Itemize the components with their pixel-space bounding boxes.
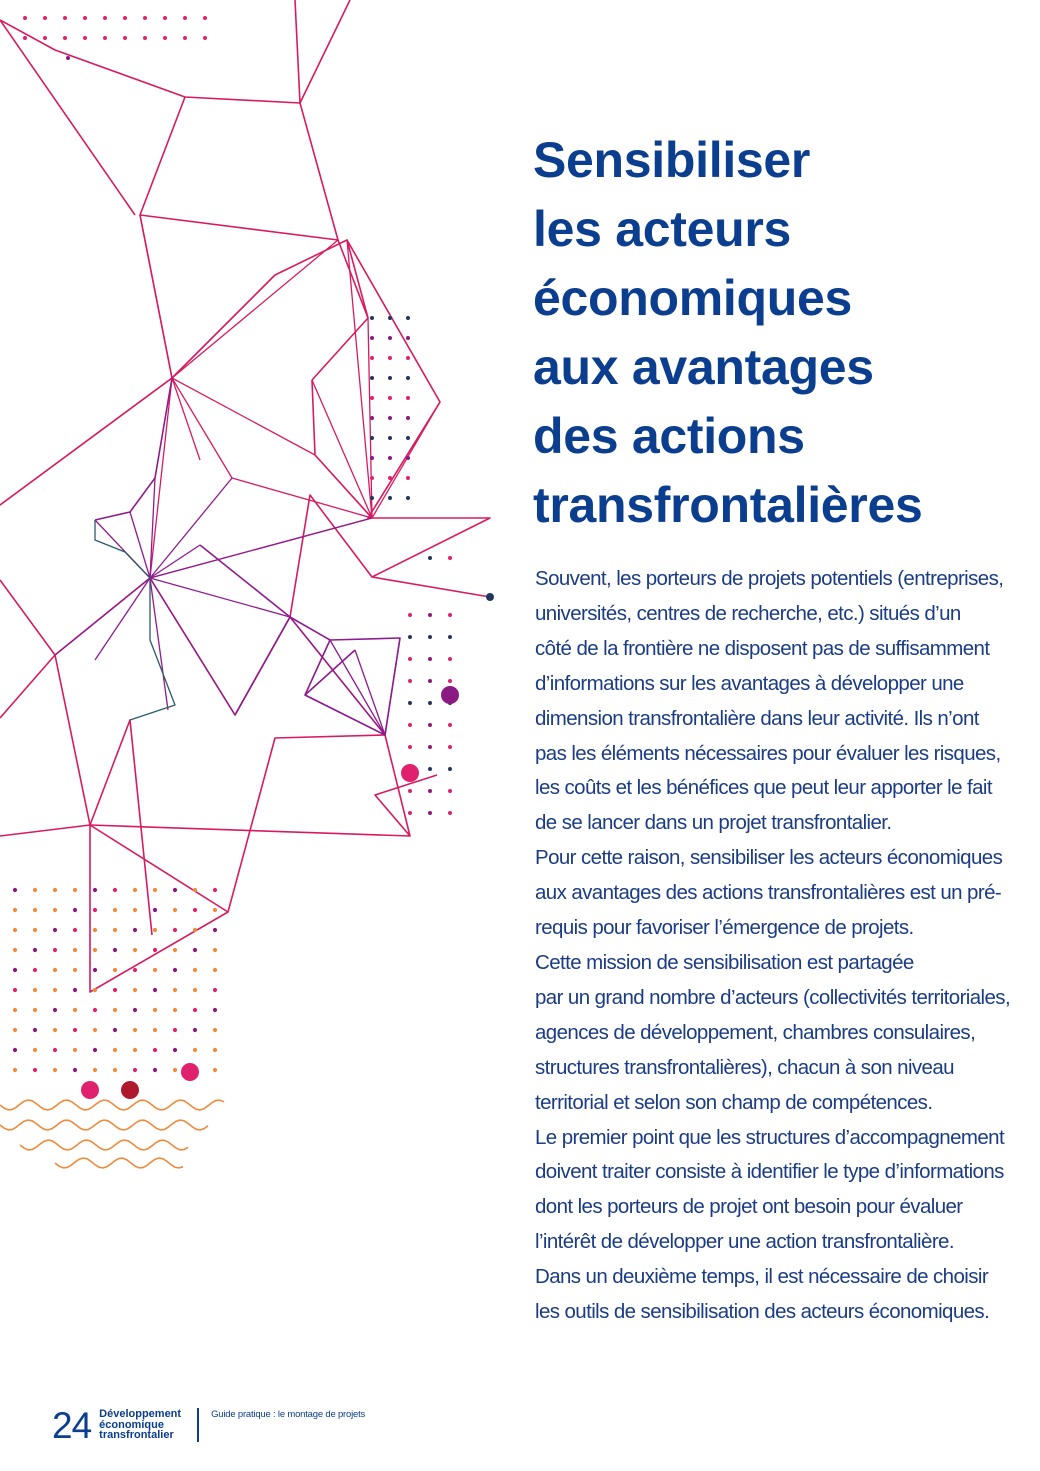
dot xyxy=(408,701,412,705)
dot xyxy=(181,1063,199,1081)
dot-patterns xyxy=(13,16,494,1099)
dot xyxy=(153,888,157,892)
network-line xyxy=(172,275,275,378)
body-line: aux avantages des actions transfrontalières est un pré- xyxy=(535,881,1002,905)
dot xyxy=(370,336,374,340)
dot xyxy=(388,476,392,480)
body-line: l’intérêt de développer une action transfrontalière. xyxy=(535,1230,954,1254)
dot xyxy=(406,476,410,480)
network-line xyxy=(90,825,228,912)
network-line xyxy=(150,378,172,578)
dot xyxy=(33,968,37,972)
dot xyxy=(388,416,392,420)
network-line xyxy=(150,545,200,578)
dot xyxy=(193,1008,197,1012)
dot xyxy=(213,908,217,912)
dot xyxy=(13,968,17,972)
dot xyxy=(113,1048,117,1052)
dot xyxy=(388,436,392,440)
body-line: territorial et selon son champ de compétences. xyxy=(535,1090,933,1114)
dot xyxy=(13,908,17,912)
dot xyxy=(143,36,147,40)
dot xyxy=(448,811,452,815)
dot xyxy=(33,1068,37,1072)
dot xyxy=(133,1068,137,1072)
dot xyxy=(33,1028,37,1032)
dot xyxy=(93,1028,97,1032)
dot xyxy=(406,436,410,440)
dot xyxy=(133,888,137,892)
dot xyxy=(370,396,374,400)
dot xyxy=(73,1008,77,1012)
dot xyxy=(93,908,97,912)
dot xyxy=(448,767,452,771)
body-text xyxy=(535,562,1015,1330)
dot xyxy=(81,1081,99,1099)
network-line xyxy=(0,20,135,215)
dot xyxy=(93,948,97,952)
dot xyxy=(53,928,57,932)
dot xyxy=(408,613,412,617)
dot xyxy=(73,908,77,912)
dot xyxy=(428,701,432,705)
dot xyxy=(193,968,197,972)
publication-title-line: économique xyxy=(99,1418,164,1431)
title-line: Sensibiliser xyxy=(533,132,811,188)
dot xyxy=(83,36,87,40)
dot xyxy=(193,908,197,912)
publication-title-line: transfrontalier xyxy=(99,1429,174,1442)
dot xyxy=(428,613,432,617)
dot xyxy=(23,36,27,40)
body-line: Dans un deuxième temps, il est nécessaire de choisir xyxy=(535,1265,989,1289)
dot xyxy=(173,928,177,932)
dot xyxy=(133,908,137,912)
dot xyxy=(183,36,187,40)
page-footer xyxy=(52,1400,365,1450)
dot xyxy=(213,1008,217,1012)
dot xyxy=(193,1048,197,1052)
dot xyxy=(113,988,117,992)
dot xyxy=(193,948,197,952)
title-line: les acteurs xyxy=(533,201,791,257)
network-line xyxy=(150,518,372,578)
dot xyxy=(53,908,57,912)
dot xyxy=(408,811,412,815)
dot xyxy=(153,968,157,972)
dot xyxy=(370,436,374,440)
dot xyxy=(53,1068,57,1072)
dot xyxy=(388,336,392,340)
dot xyxy=(123,16,127,20)
dot xyxy=(123,36,127,40)
dot xyxy=(53,1048,57,1052)
dot xyxy=(370,316,374,320)
dot xyxy=(448,789,452,793)
dot xyxy=(193,928,197,932)
dot xyxy=(133,1048,137,1052)
dot xyxy=(401,764,419,782)
dot xyxy=(448,657,452,661)
dot xyxy=(133,928,137,932)
dot xyxy=(113,908,117,912)
dot xyxy=(428,811,432,815)
wave-lines xyxy=(0,1100,224,1168)
dot xyxy=(113,968,117,972)
dot xyxy=(63,16,67,20)
title-line: économiques xyxy=(533,270,852,326)
dot xyxy=(73,968,77,972)
dot xyxy=(370,356,374,360)
dot xyxy=(388,456,392,460)
network-line xyxy=(95,378,172,520)
dot xyxy=(428,767,432,771)
dot xyxy=(13,1028,17,1032)
dot xyxy=(33,1048,37,1052)
dot xyxy=(406,336,410,340)
dot xyxy=(408,745,412,749)
dot xyxy=(428,745,432,749)
dot xyxy=(213,1048,217,1052)
dot xyxy=(448,635,452,639)
guide-label: Guide pratique : le montage de projets xyxy=(211,1409,366,1420)
dot xyxy=(133,1008,137,1012)
dot xyxy=(428,679,432,683)
network-line xyxy=(90,735,385,992)
dot xyxy=(66,56,70,60)
dot xyxy=(370,456,374,460)
wave-line xyxy=(55,1158,183,1168)
body-line: universités, centres de recherche, etc.) situés d’un xyxy=(535,601,961,625)
dot xyxy=(448,723,452,727)
dot xyxy=(93,988,97,992)
network-line xyxy=(0,580,55,718)
dot xyxy=(33,928,37,932)
dot xyxy=(408,723,412,727)
dot xyxy=(173,968,177,972)
dot xyxy=(406,456,410,460)
dot xyxy=(143,16,147,20)
dot xyxy=(406,496,410,500)
body-line: Pour cette raison, sensibiliser les acteurs économiques xyxy=(535,846,1003,870)
dot xyxy=(113,1028,117,1032)
network-line xyxy=(150,478,232,578)
dot xyxy=(103,36,107,40)
dot xyxy=(370,496,374,500)
dot xyxy=(13,928,17,932)
dot xyxy=(133,948,137,952)
dot xyxy=(73,1048,77,1052)
network-line xyxy=(172,378,315,455)
dot xyxy=(93,968,97,972)
dot xyxy=(183,16,187,20)
network-line xyxy=(55,578,150,655)
body-line: dimension transfrontalière dans leur activité. Ils n’ont xyxy=(535,706,979,730)
dot xyxy=(23,16,27,20)
body-line: agences de développement, chambres consulaires, xyxy=(535,1020,976,1044)
geometric-network-illustration xyxy=(0,0,520,1180)
dot xyxy=(428,789,432,793)
network-line xyxy=(150,478,155,578)
dot xyxy=(133,1028,137,1032)
dot xyxy=(448,556,452,560)
network-line xyxy=(200,545,290,715)
dot xyxy=(428,635,432,639)
dot xyxy=(43,16,47,20)
dot xyxy=(13,888,17,892)
dot xyxy=(73,1028,77,1032)
dot xyxy=(53,968,57,972)
dot xyxy=(153,908,157,912)
dot xyxy=(153,928,157,932)
dot xyxy=(406,396,410,400)
dot xyxy=(486,593,494,601)
network-line xyxy=(140,215,172,378)
dot xyxy=(173,1048,177,1052)
body-line: Cette mission de sensibilisation est partagée xyxy=(535,950,914,974)
dot xyxy=(388,356,392,360)
dot xyxy=(173,948,177,952)
body-line: pas les éléments nécessaires pour évaluer les risques, xyxy=(535,741,1001,765)
dot xyxy=(133,988,137,992)
dot xyxy=(173,1068,177,1072)
dot xyxy=(173,908,177,912)
dot xyxy=(408,789,412,793)
dot xyxy=(93,1008,97,1012)
dot xyxy=(388,496,392,500)
network-line xyxy=(0,378,172,505)
dot xyxy=(93,888,97,892)
dot xyxy=(93,1068,97,1072)
dot xyxy=(153,948,157,952)
dot xyxy=(33,1008,37,1012)
dot xyxy=(448,679,452,683)
dot xyxy=(53,1008,57,1012)
body-line: doivent traiter consiste à identifier le type d’informations xyxy=(535,1160,1004,1184)
dot xyxy=(93,928,97,932)
network-line xyxy=(232,478,372,518)
body-line: les coûts et les bénéfices que peut leur apporter le fait xyxy=(535,776,992,800)
wave-line xyxy=(0,1100,224,1110)
dot xyxy=(13,1048,17,1052)
dot xyxy=(53,988,57,992)
network-line xyxy=(290,617,400,735)
dot xyxy=(213,968,217,972)
dot xyxy=(370,376,374,380)
dot xyxy=(388,376,392,380)
dot xyxy=(33,888,37,892)
dot xyxy=(173,1028,177,1032)
title-line: aux avantages xyxy=(533,339,874,395)
dot xyxy=(428,556,432,560)
network-line xyxy=(372,402,440,518)
title-line: transfrontalières xyxy=(533,477,923,533)
dot xyxy=(213,1028,217,1032)
dot xyxy=(428,657,432,661)
dot xyxy=(33,948,37,952)
dot xyxy=(73,928,77,932)
dot xyxy=(213,888,217,892)
dot xyxy=(406,316,410,320)
dot xyxy=(93,1048,97,1052)
dot xyxy=(53,948,57,952)
network-line xyxy=(95,578,150,660)
dot xyxy=(213,1068,217,1072)
dot xyxy=(113,948,117,952)
body-line: par un grand nombre d’acteurs (collectivités territoriales, xyxy=(535,985,1011,1009)
dot xyxy=(193,988,197,992)
dot xyxy=(13,1068,17,1072)
dot xyxy=(441,686,459,704)
publication-title xyxy=(99,1409,181,1441)
body-line: Souvent, les porteurs de projets potentiels (entreprises, xyxy=(535,567,1004,590)
dot xyxy=(193,888,197,892)
dot xyxy=(153,1048,157,1052)
dot xyxy=(113,1008,117,1012)
body-line: Le premier point que les structures d’accompagnement xyxy=(535,1125,1005,1149)
dot xyxy=(73,988,77,992)
body-line: structures transfrontalières), chacun à son niveau xyxy=(535,1055,954,1079)
dot xyxy=(213,948,217,952)
dot xyxy=(163,16,167,20)
dot xyxy=(163,36,167,40)
body-line: dont les porteurs de projet ont besoin pour évaluer xyxy=(535,1195,963,1219)
dot xyxy=(448,613,452,617)
dot xyxy=(113,888,117,892)
dot xyxy=(408,657,412,661)
dot xyxy=(173,988,177,992)
body-line: côté de la frontière ne disposent pas de suffisamment xyxy=(535,636,990,660)
network-line xyxy=(290,617,385,735)
dot xyxy=(153,1008,157,1012)
body-line: d’informations sur les avantages à développer une xyxy=(535,671,964,695)
dot xyxy=(53,1028,57,1032)
dot xyxy=(388,316,392,320)
dot xyxy=(73,948,77,952)
dot xyxy=(428,723,432,727)
body-line: requis pour favoriser l’émergence de projets. xyxy=(535,916,914,940)
dot xyxy=(370,476,374,480)
network-line xyxy=(347,240,372,518)
network-line xyxy=(172,240,338,378)
dot xyxy=(73,888,77,892)
dot xyxy=(173,888,177,892)
network-line xyxy=(172,240,490,597)
dot xyxy=(121,1081,139,1099)
dot xyxy=(213,988,217,992)
dot xyxy=(63,36,67,40)
dot xyxy=(213,928,217,932)
dot xyxy=(113,1068,117,1072)
dot xyxy=(83,16,87,20)
dot xyxy=(113,928,117,932)
body-line: les outils de sensibilisation des acteurs économiques. xyxy=(535,1300,990,1324)
dot xyxy=(408,635,412,639)
dot xyxy=(406,416,410,420)
network-line xyxy=(0,215,172,505)
page-number: 24 xyxy=(52,1404,92,1446)
network-line xyxy=(140,97,338,240)
wave-line xyxy=(20,1140,188,1150)
dot xyxy=(153,1068,157,1072)
dot xyxy=(388,396,392,400)
dot xyxy=(103,16,107,20)
network-line xyxy=(172,378,232,478)
dot xyxy=(370,416,374,420)
network-lines xyxy=(0,0,490,992)
wave-line xyxy=(0,1120,208,1130)
dot xyxy=(406,356,410,360)
dot xyxy=(153,1028,157,1032)
title-line: des actions xyxy=(533,408,805,464)
dot xyxy=(153,988,157,992)
network-line xyxy=(55,578,437,836)
dot xyxy=(13,988,17,992)
dot xyxy=(53,888,57,892)
dot xyxy=(406,376,410,380)
page-title xyxy=(533,126,1013,540)
dot xyxy=(193,1028,197,1032)
footer-divider xyxy=(197,1408,199,1442)
network-line xyxy=(150,578,168,710)
dot xyxy=(13,1008,17,1012)
publication-title-line: Développement xyxy=(99,1408,182,1421)
dot xyxy=(33,988,37,992)
dot xyxy=(173,1008,177,1012)
network-line xyxy=(0,655,90,836)
body-line: de se lancer dans un projet transfrontalier. xyxy=(535,811,892,835)
dot xyxy=(203,16,207,20)
network-line xyxy=(312,380,372,518)
dot xyxy=(203,36,207,40)
dot xyxy=(33,908,37,912)
dot xyxy=(13,948,17,952)
dot xyxy=(133,968,137,972)
dot xyxy=(408,679,412,683)
dot xyxy=(448,745,452,749)
network-line xyxy=(290,495,372,617)
network-line xyxy=(295,0,300,103)
dot xyxy=(43,36,47,40)
dot xyxy=(73,1068,77,1072)
